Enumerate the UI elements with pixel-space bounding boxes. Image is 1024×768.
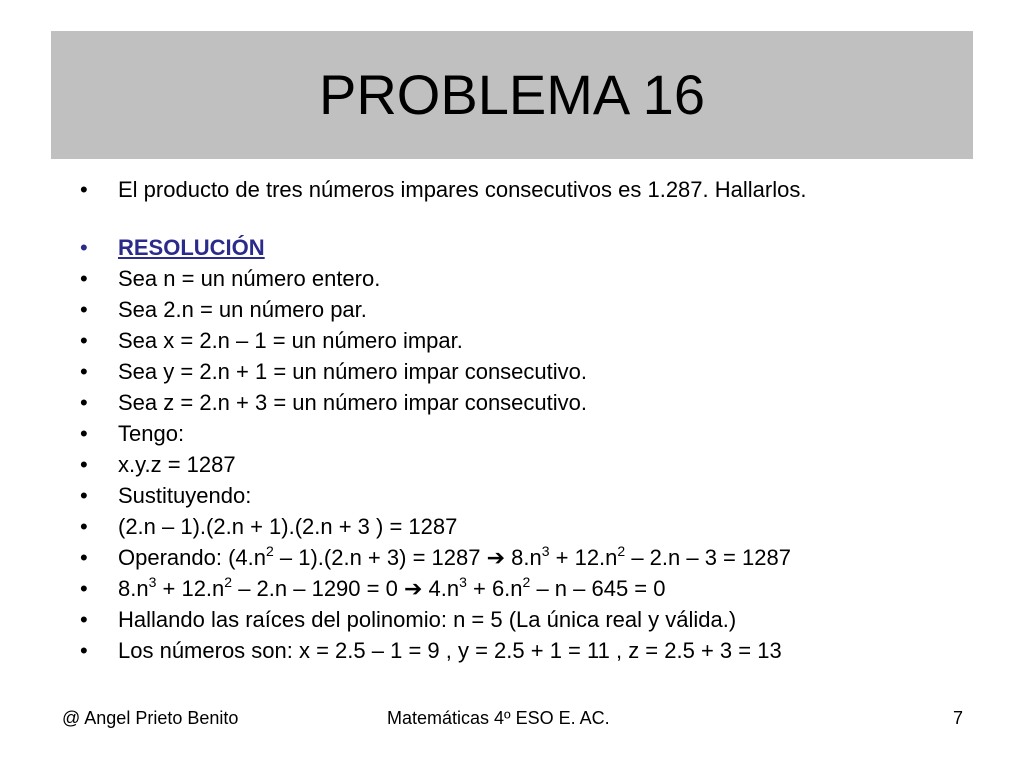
title-bar — [51, 31, 973, 159]
problem-statement: • El producto de tres números impares consecutivos es 1.287. Hallarlos. — [80, 174, 1000, 205]
footer-course: Matemáticas 4º ESO E. AC. — [387, 708, 610, 728]
line-6: • Tengo: — [80, 418, 1000, 449]
l10-exp1: 2 — [265, 543, 274, 559]
line-11 — [80, 573, 1000, 604]
footer-author: @ Angel Prieto Benito — [62, 708, 239, 728]
l11-exp3: 3 — [459, 574, 467, 590]
l10-exp2: 3 — [541, 543, 550, 559]
footer-page-number: 7 — [953, 708, 964, 728]
l11-c: – 2.n – 1290 = 0 ➔ 4.n — [232, 576, 460, 601]
line-5: • Sea z = 2.n + 3 = un número impar consecutivo. — [80, 387, 1000, 418]
l10-b: – 1).(2.n + 3) = 1287 ➔ 8.n — [273, 545, 542, 570]
line-2: • Sea 2.n = un número par. — [80, 294, 1000, 325]
line-10 — [80, 542, 1000, 573]
l11-e: – n – 645 = 0 — [530, 576, 666, 601]
line-1: • Sea n = un número entero. — [80, 263, 1000, 294]
l11-a: 8.n — [118, 576, 149, 601]
l10-exp3: 2 — [617, 543, 626, 559]
line-3: • Sea x = 2.n – 1 = un número impar. — [80, 325, 1000, 356]
l11-exp4: 2 — [522, 574, 531, 590]
bullet-list — [80, 174, 1000, 666]
l11-exp1: 3 — [148, 574, 157, 590]
l11-b: + 12.n — [156, 576, 225, 601]
resolution-heading — [80, 232, 1000, 263]
line-13: • Los números son: x = 2.5 – 1 = 9 , y = 2.5 + 1 = 11 , z = 2.5 + 3 = 13 — [80, 635, 1000, 666]
l10-d: – 2.n – 3 = 1287 — [625, 545, 791, 570]
line-8: • Sustituyendo: — [80, 480, 1000, 511]
slide-title: PROBLEMA 16 — [319, 63, 705, 126]
line-12: • Hallando las raíces del polinomio: n = 5 (La única real y válida.) — [80, 604, 1000, 635]
l10-c: + 12.n — [549, 545, 618, 570]
line-4: • Sea y = 2.n + 1 = un número impar consecutivo. — [80, 356, 1000, 387]
l11-d: + 6.n — [466, 576, 523, 601]
l10-a: Operando: (4.n — [118, 545, 266, 570]
resolution-label: RESOLUCIÓN — [118, 235, 265, 260]
line-7: • x.y.z = 1287 — [80, 449, 1000, 480]
l11-exp2: 2 — [224, 574, 233, 590]
spacer — [80, 205, 1000, 232]
line-9: • (2.n – 1).(2.n + 1).(2.n + 3 ) = 1287 — [80, 511, 1000, 542]
